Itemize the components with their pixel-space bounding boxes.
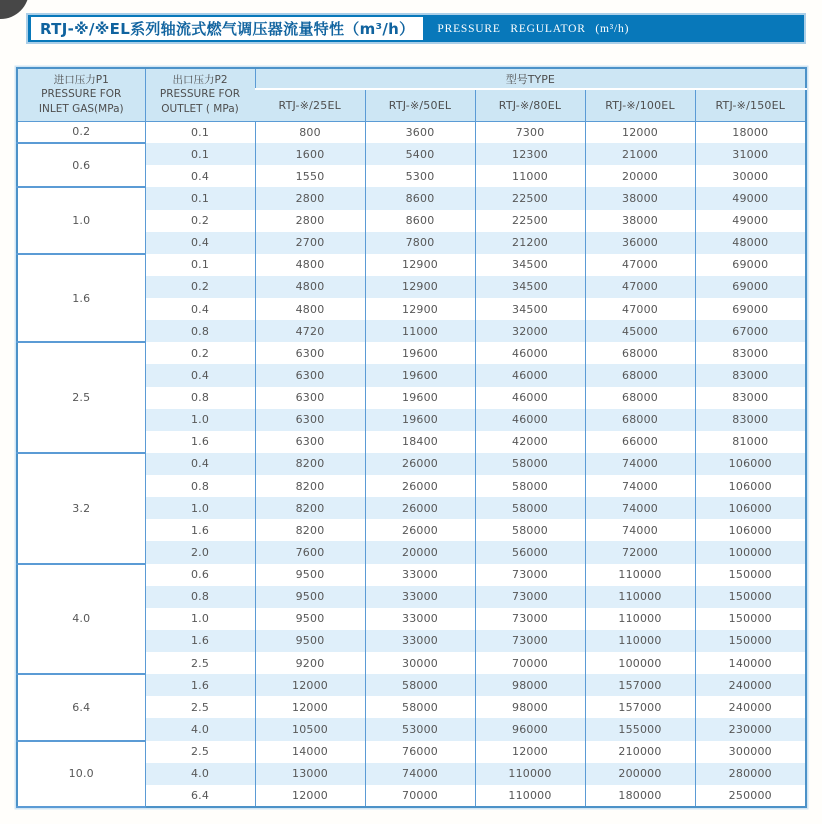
flow-value-cell: 12000 [255,785,365,807]
inlet-pressure-cell: 0.6 [17,143,145,187]
table-row [17,674,806,696]
flow-value-cell: 150000 [695,586,806,608]
outlet-pressure-cell: 0.6 [145,564,255,586]
flow-value-cell: 19600 [365,342,475,364]
table-row [17,143,806,165]
flow-value-cell: 110000 [585,608,695,630]
flow-value-cell: 33000 [365,564,475,586]
flow-value-cell: 47000 [585,298,695,320]
flow-value-cell: 83000 [695,342,806,364]
flow-value-cell: 83000 [695,409,806,431]
inlet-pressure-cell: 1.0 [17,187,145,253]
outlet-pressure-cell: 0.1 [145,143,255,165]
inlet-header-line: INLET GAS(MPa) [38,103,124,116]
flow-value-cell: 10500 [255,718,365,740]
model-header-100el: RTJ-※/100EL [585,89,695,121]
flow-value-cell: 48000 [695,232,806,254]
outlet-pressure-cell: 4.0 [145,718,255,740]
title-bar [26,13,806,44]
flow-value-cell: 7300 [475,121,585,143]
flow-value-cell: 58000 [475,497,585,519]
table-row [17,564,806,586]
inlet-pressure-cell: 0.2 [17,121,145,143]
flow-value-cell: 110000 [475,763,585,785]
flow-value-cell: 6300 [255,431,365,453]
flow-value-cell: 38000 [585,210,695,232]
flow-value-cell: 58000 [475,475,585,497]
flow-value-cell: 30000 [695,165,806,187]
flow-value-cell: 8200 [255,497,365,519]
model-header-80el: RTJ-※/80EL [475,89,585,121]
page-title: RTJ-※/※EL系列轴流式燃气调压器流量特性（m³/h） [40,20,415,38]
flow-value-cell: 106000 [695,453,806,475]
flow-value-cell: 45000 [585,320,695,342]
flow-value-cell: 12900 [365,298,475,320]
flow-value-cell: 68000 [585,342,695,364]
flow-value-cell: 26000 [365,475,475,497]
outlet-pressure-cell: 0.8 [190,479,210,493]
flow-value-cell: 83000 [695,387,806,409]
table-row [17,342,806,364]
flow-value-cell: 800 [255,121,365,143]
inlet-pressure-header [17,68,145,121]
model-header-150el: RTJ-※/150EL [695,89,806,121]
flow-value-cell: 8200 [255,453,365,475]
flow-value-cell: 4800 [255,298,365,320]
outlet-pressure-cell: 1.0 [145,409,255,431]
outlet-pressure-cell: 2.5 [190,700,210,714]
flow-value-cell: 8200 [255,475,365,497]
outlet-header-line: PRESSURE FOR [159,88,241,101]
inlet-pressure-cell: 1.6 [17,254,145,343]
flow-value-cell: 33000 [365,630,475,652]
inlet-pressure-cell: 4.0 [17,564,145,675]
flow-value-cell: 74000 [365,763,475,785]
outlet-pressure-cell: 1.0 [145,497,255,519]
flow-value-cell: 9200 [255,652,365,674]
flow-value-cell: 46000 [475,364,585,386]
flow-value-cell: 74000 [585,519,695,541]
flow-value-cell: 47000 [585,276,695,298]
flow-value-cell: 36000 [585,232,695,254]
outlet-pressure-cell: 2.5 [190,656,210,670]
flow-value-cell: 4800 [255,276,365,298]
flow-value-cell: 230000 [695,718,806,740]
flow-value-cell: 19600 [365,409,475,431]
flow-value-cell: 68000 [585,364,695,386]
flow-value-cell: 150000 [695,630,806,652]
flow-value-cell: 31000 [695,143,806,165]
outlet-pressure-cell: 0.1 [145,187,255,209]
flow-value-cell: 49000 [695,187,806,209]
flow-value-cell: 19600 [365,387,475,409]
flow-value-cell: 68000 [585,387,695,409]
flow-value-cell: 6300 [255,342,365,364]
flow-table-body [17,121,806,807]
flow-value-cell: 2800 [255,210,365,232]
flow-value-cell: 1550 [255,165,365,187]
flow-value-cell: 12900 [365,254,475,276]
flow-value-cell: 12300 [475,143,585,165]
flow-value-cell: 140000 [695,652,806,674]
outlet-pressure-cell: 2.5 [145,741,255,763]
flow-value-cell: 9500 [255,564,365,586]
flow-value-cell: 8600 [365,210,475,232]
flow-value-cell: 150000 [695,564,806,586]
flow-value-cell: 69000 [695,276,806,298]
outlet-pressure-cell: 4.0 [145,763,255,785]
flow-value-cell: 2700 [255,232,365,254]
outlet-pressure-cell: 0.8 [190,391,210,405]
flow-value-cell: 98000 [475,674,585,696]
flow-value-cell: 67000 [695,320,806,342]
outlet-header-line: 出口压力P2 [172,73,228,86]
flow-value-cell: 30000 [365,652,475,674]
flow-value-cell: 58000 [365,696,475,718]
flow-value-cell: 11000 [475,165,585,187]
outlet-pressure-cell: 0.2 [190,214,210,228]
flow-value-cell: 32000 [475,320,585,342]
flow-value-cell: 70000 [475,652,585,674]
flow-value-cell: 2800 [255,187,365,209]
outlet-pressure-cell: 0.4 [190,169,210,183]
flow-value-cell: 58000 [365,674,475,696]
outlet-pressure-cell: 1.6 [190,435,210,449]
flow-value-cell: 300000 [695,741,806,763]
flow-value-cell: 74000 [585,453,695,475]
flow-value-cell: 4720 [255,320,365,342]
flow-value-cell: 96000 [475,718,585,740]
flow-value-cell: 12000 [475,741,585,763]
flow-value-cell: 19600 [365,364,475,386]
flow-value-cell: 110000 [475,785,585,807]
outlet-pressure-cell: 6.4 [190,788,210,802]
outlet-pressure-cell: 0.8 [145,320,255,342]
decorative-corner-circle [0,0,29,19]
outlet-pressure-header [145,68,255,121]
flow-value-cell: 46000 [475,342,585,364]
flow-value-cell: 22500 [475,187,585,209]
flow-value-cell: 100000 [585,652,695,674]
flow-value-cell: 72000 [585,541,695,563]
flow-value-cell: 106000 [695,497,806,519]
flow-value-cell: 4800 [255,254,365,276]
flow-value-cell: 38000 [585,187,695,209]
flow-value-cell: 155000 [585,718,695,740]
flow-value-cell: 5300 [365,165,475,187]
outlet-pressure-cell: 1.6 [145,674,255,696]
flow-value-cell: 26000 [365,519,475,541]
outlet-pressure-cell: 0.4 [145,453,255,475]
flow-value-cell: 8600 [365,187,475,209]
flow-value-cell: 7800 [365,232,475,254]
flow-value-cell: 14000 [255,741,365,763]
flow-value-cell: 21200 [475,232,585,254]
table-row [17,741,806,763]
flow-value-cell: 18000 [695,121,806,143]
flow-value-cell: 70000 [365,785,475,807]
flow-value-cell: 210000 [585,741,695,763]
flow-value-cell: 110000 [585,630,695,652]
flow-value-cell: 100000 [695,541,806,563]
flow-value-cell: 68000 [585,409,695,431]
flow-value-cell: 12000 [585,121,695,143]
flow-value-cell: 6300 [255,409,365,431]
flow-value-cell: 18400 [365,431,475,453]
flow-value-cell: 58000 [475,519,585,541]
flow-value-cell: 74000 [585,475,695,497]
flow-value-cell: 3600 [365,121,475,143]
flow-value-cell: 49000 [695,210,806,232]
flow-value-cell: 5400 [365,143,475,165]
flow-value-cell: 106000 [695,475,806,497]
flow-value-cell: 73000 [475,630,585,652]
flow-value-cell: 8200 [255,519,365,541]
flow-value-cell: 58000 [475,453,585,475]
flow-value-cell: 110000 [585,564,695,586]
flow-value-cell: 56000 [475,541,585,563]
flow-value-cell: 180000 [585,785,695,807]
flow-value-cell: 66000 [585,431,695,453]
outlet-pressure-cell: 1.0 [190,612,210,626]
outlet-pressure-cell: 0.4 [145,232,255,254]
flow-value-cell: 11000 [365,320,475,342]
model-header-50el: RTJ-※/50EL [365,89,475,121]
outlet-pressure-cell: 0.1 [145,121,255,143]
flow-value-cell: 157000 [585,674,695,696]
outlet-pressure-cell: 0.4 [145,364,255,386]
flow-value-cell: 34500 [475,298,585,320]
flow-rate-table [16,67,807,808]
flow-value-cell: 46000 [475,409,585,431]
flow-value-cell: 9500 [255,608,365,630]
flow-value-cell: 69000 [695,298,806,320]
flow-value-cell: 12000 [255,696,365,718]
flow-value-cell: 53000 [365,718,475,740]
flow-value-cell: 280000 [695,763,806,785]
outlet-header-line: OUTLET ( MPa) [161,103,239,116]
inlet-header-line: 进口压力P1 [53,73,109,86]
flow-value-cell: 73000 [475,564,585,586]
outlet-pressure-cell: 1.6 [145,630,255,652]
flow-value-cell: 21000 [585,143,695,165]
type-group-header: 型号TYPE [255,68,806,89]
flow-value-cell: 74000 [585,497,695,519]
inlet-pressure-cell: 3.2 [17,453,145,564]
inlet-pressure-cell: 6.4 [17,674,145,740]
flow-value-cell: 9500 [255,630,365,652]
flow-value-cell: 26000 [365,497,475,519]
flow-value-cell: 106000 [695,519,806,541]
flow-value-cell: 26000 [365,453,475,475]
flow-value-cell: 250000 [695,785,806,807]
flow-value-cell: 7600 [255,541,365,563]
outlet-pressure-cell: 0.4 [190,302,210,316]
table-row [17,121,806,143]
flow-value-cell: 42000 [475,431,585,453]
page-title-box [31,17,423,40]
flow-value-cell: 46000 [475,387,585,409]
flow-value-cell: 73000 [475,586,585,608]
flow-value-cell: 6300 [255,387,365,409]
flow-value-cell: 1600 [255,143,365,165]
flow-value-cell: 150000 [695,608,806,630]
flow-value-cell: 240000 [695,674,806,696]
page-subtitle: PRESSURE REGULATOR (m³/h) [437,22,630,35]
flow-value-cell: 110000 [585,586,695,608]
flow-value-cell: 34500 [475,276,585,298]
flow-value-cell: 13000 [255,763,365,785]
flow-value-cell: 200000 [585,763,695,785]
inlet-pressure-cell: 10.0 [17,741,145,808]
flow-value-cell: 20000 [365,541,475,563]
flow-value-cell: 12000 [255,674,365,696]
table-row [17,254,806,276]
model-header-25el: RTJ-※/25EL [255,89,365,121]
flow-value-cell: 157000 [585,696,695,718]
outlet-pressure-cell: 1.6 [190,523,210,537]
flow-value-cell: 33000 [365,586,475,608]
outlet-pressure-cell: 0.8 [145,586,255,608]
flow-value-cell: 98000 [475,696,585,718]
flow-value-cell: 34500 [475,254,585,276]
flow-value-cell: 47000 [585,254,695,276]
flow-value-cell: 73000 [475,608,585,630]
flow-value-cell: 33000 [365,608,475,630]
flow-value-cell: 12900 [365,276,475,298]
flow-value-cell: 81000 [695,431,806,453]
table-row [17,187,806,209]
flow-value-cell: 83000 [695,364,806,386]
flow-value-cell: 22500 [475,210,585,232]
flow-value-cell: 20000 [585,165,695,187]
table-row [17,453,806,475]
outlet-pressure-cell: 2.0 [145,541,255,563]
flow-value-cell: 76000 [365,741,475,763]
flow-value-cell: 69000 [695,254,806,276]
flow-value-cell: 240000 [695,696,806,718]
outlet-pressure-cell: 0.1 [145,254,255,276]
inlet-header-line: PRESSURE FOR [41,88,122,101]
flow-value-cell: 9500 [255,586,365,608]
flow-value-cell: 6300 [255,364,365,386]
inlet-pressure-cell: 2.5 [17,342,145,453]
outlet-pressure-cell: 0.2 [145,276,255,298]
outlet-pressure-cell: 0.2 [145,342,255,364]
